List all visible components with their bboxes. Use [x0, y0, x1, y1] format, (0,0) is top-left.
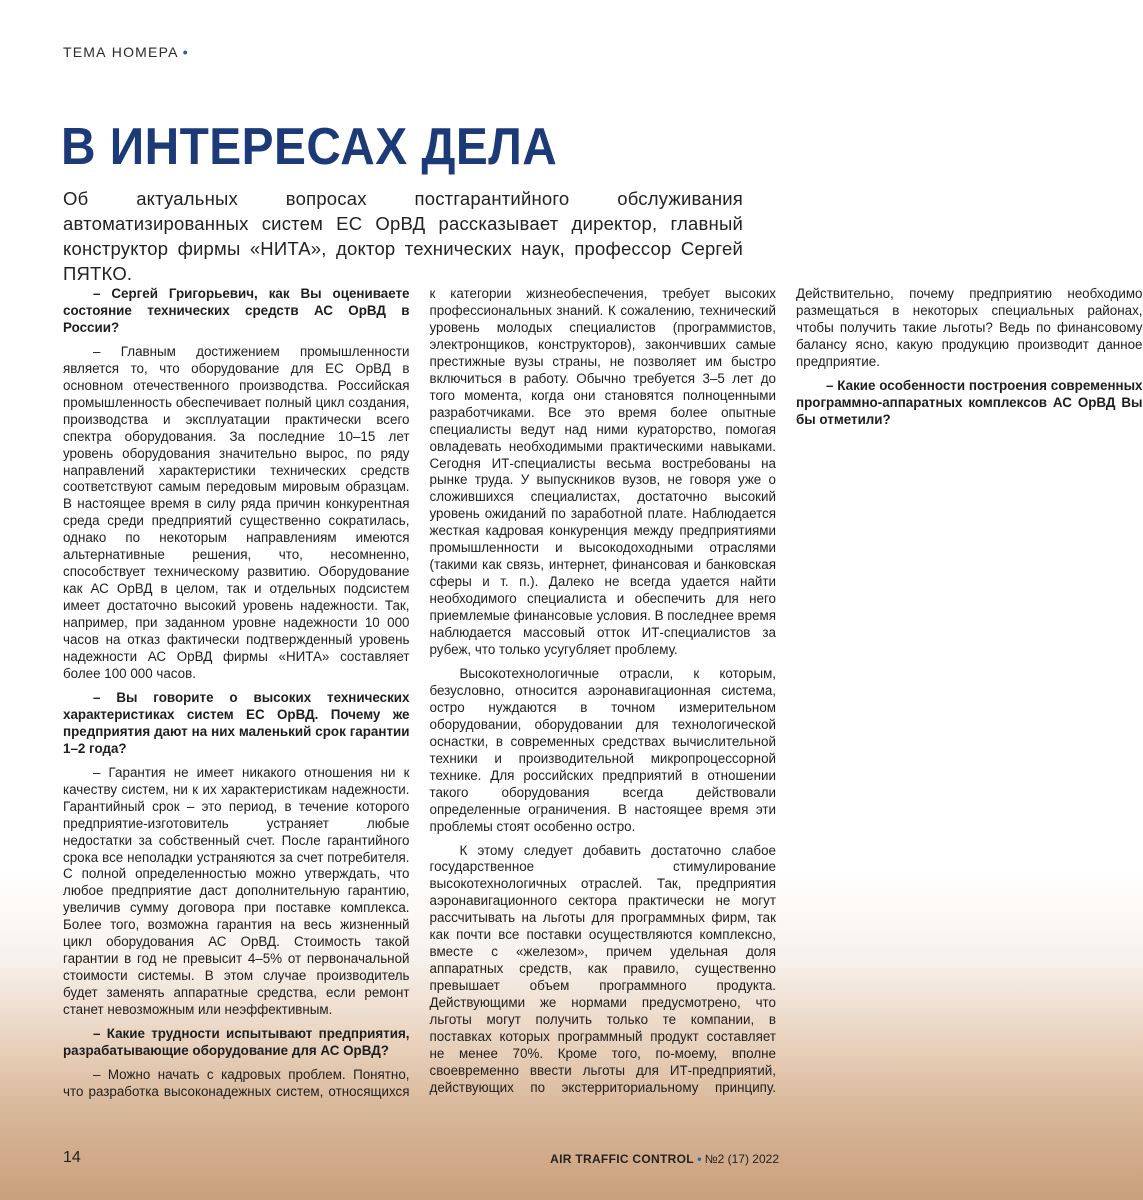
- interview-question: – Вы говорите о высоких технических характеристиках систем ЕС ОрВД. Почему же предприятия дают на них маленький срок гарантии 1–2 года?: [63, 689, 410, 756]
- interview-question: – Сергей Григорьевич, как Вы оцениваете состояние технических средств АС ОрВД в России?: [63, 286, 410, 335]
- footer-issue-info: [550, 1152, 779, 1166]
- interview-answer: К этому следует добавить достаточно слабое государственное стимулирование высокотехнологичных отраслей. Так, предприятия аэронавигационного сектора практически не могут рассчитывать на льготы для программных фирм, так как почти все поставки осуществляются комплексно, вместе с «железом», причем удельная доля аппаратных средств, как правило, существенно превышает объем программного продукта. Действующими же нормами предусмотрено, что льготы могут получить только те компании, в поставках которых программный продукт составляет не менее 70%. Кроме того, по-моему, вполне своевременно ввести льготы для ИТ-предприятий, действующих по экстерриториальному принципу. Действительно, почему предприятию необходимо размещаться в некоторых специальных районах, чтобы получить такие льготы? Ведь по финансовому балансу ясно, какую продукцию производит данное предприятие.: [429, 286, 1143, 1095]
- interview-question: – Какие трудности испытывают предприятия, разрабатывающие оборудование для АС ОрВД?: [63, 1026, 410, 1058]
- article-body: [63, 286, 1143, 1106]
- section-label-text: ТЕМА НОМЕРА: [63, 44, 179, 60]
- magazine-name: AIR TRAFFIC CONTROL: [550, 1152, 694, 1166]
- page-number: 14: [63, 1149, 81, 1166]
- interview-answer: – Гарантия не имеет никакого отношения ни к качеству систем, ни к их характеристикам надежности. Гарантийный срок – это период, в течение которого предприятие-изготовитель устраняет любые недостатки за собственный счет. После гарантийного срока все неполадки устраняются за счет потребителя. С полной определенностью можно утверждать, что любое предприятие даст дополнительную гарантию, увеличив сумму договора при поставке комплекса. Более того, возможна гарантия на весь жизненный цикл оборудования АС ОрВД. Стоимость такой гарантии в год не превысит 4–5% от первоначальной стоимости системы. В этом случае производитель будет заменять аппаратные средства, если ремонт станет невозможным или неэффективным.: [63, 764, 410, 1018]
- section-dot: •: [182, 44, 189, 60]
- interview-answer: Высокотехнологичные отрасли, к которым, безусловно, относится аэронавигационная система, остро нуждаются в точном измерительном оборудовании, оборудовании для технологической оснастки, в современных средствах вычислительной техники и производительной микропроцессорной технике. Для российских предприятий в отношении такого оборудования всегда действовали определенные ограничения. В настоящее время эти проблемы стоят особенно остро.: [429, 665, 776, 834]
- article-lead: Об актуальных вопросах постгарантийного обслуживания автоматизированных систем ЕС ОрВД рассказывает директор, главный конструктор фирмы «НИТА», доктор технических наук, профессор Сергей ПЯТКО.: [63, 188, 743, 284]
- footer-separator: •: [697, 1152, 702, 1166]
- interview-question: – Какие особенности построения современных программно-аппаратных комплексов АС ОрВД Вы бы отметили?: [796, 377, 1143, 427]
- interview-answer: – Можно начать с кадровых проблем. Понятно, что разработка высоконадежных систем, относящихся к категории жизнеобеспечения, требует высоких профессиональных знаний. К сожалению, технический уровень молодых специалистов (программистов, электронщиков, конструкторов), закончивших самые престижные вузы страны, не позволяет им быстро включиться в работу. Обычно требуется 3–5 лет до того момента, когда они становятся полноценными разработчиками. Все это время более опытные специалисты ведут над ними кураторство, помогая овладевать необходимыми практическими навыками. Сегодня ИТ-специалисты весьма востребованы на рынке труда. У выпускников вузов, не говоря уже о сложившихся специалистах, достаточно высокий уровень ожиданий по заработной плате. Наблюдается жесткая кадровая конкуренция между предприятиями промышленности и высокодоходными отраслями (такими как связь, интернет, финансовая и банковская сферы и т. п.). Далеко не всегда удается найти необходимого специалиста и обеспечить для него приемлемые финансовые условия. В последнее время наблюдается массовый отток ИТ-специалистов за рубеж, что только усугубляет проблему.: [63, 286, 776, 1099]
- article-title: В ИНТЕРЕСАХ ДЕЛА: [61, 118, 558, 176]
- section-label: [63, 44, 189, 60]
- interview-answer: – Главным достижением промышленности является то, что оборудование для ЕС ОрВД в основном отечественного производства. Российская промышленность обеспечивает полный цикл создания, производства и эксплуатации практически всего спектра оборудования. За последние 10–15 лет уровень оборудования значительно вырос, по ряду направлений характеристики технических средств соответствуют самым передовым мировым образцам. В настоящее время в силу ряда причин конкурентная среда среди предприятий существенно сократилась, однако по некоторым направлениям имеются альтернативные решения, что, несомненно, способствует техническому развитию. Оборудование как АС ОрВД в целом, так и отдельных подсистем имеет достаточно высокий уровень надежности. Так, например, при заданном уровне надежности 10 000 часов на отказ фактически подтвержденный уровень надежности АС ОрВД фирмы «НИТА» составляет более 100 000 часов.: [63, 343, 410, 681]
- issue-number: №2 (17) 2022: [704, 1152, 779, 1166]
